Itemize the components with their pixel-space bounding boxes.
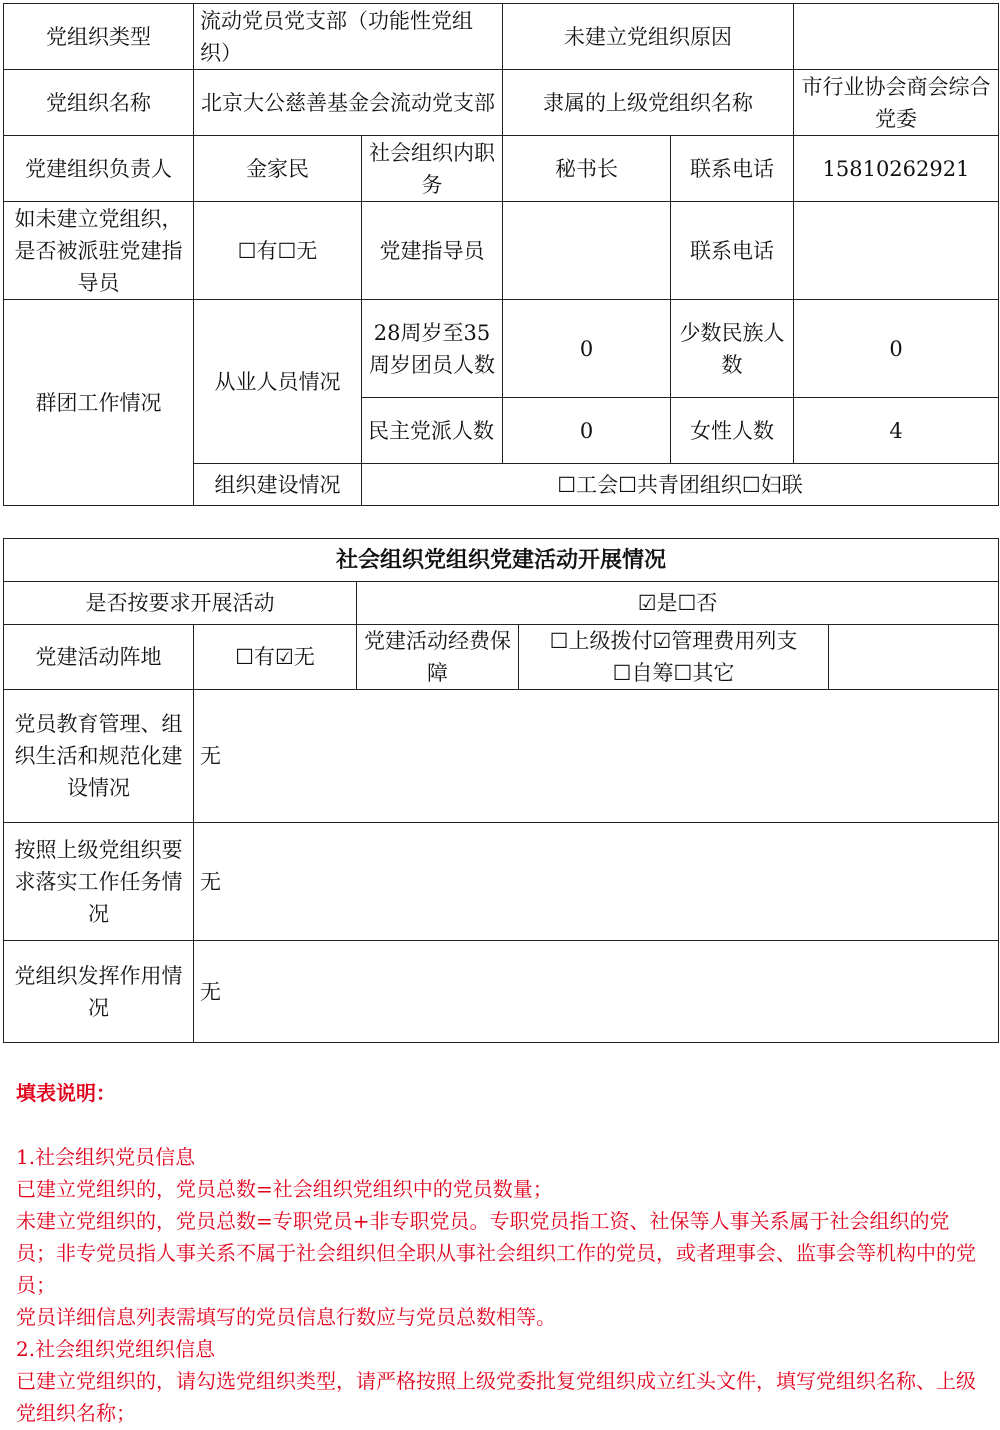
youth-label: 28周岁至35周岁团员人数 (362, 300, 503, 398)
youth-value: 0 (503, 300, 671, 398)
education-label: 党员教育管理、组织生活和规范化建设情况 (4, 690, 194, 823)
instruction-line: 已建立党组织的，党员总数=社会组织党组织中的党员数量； (16, 1177, 553, 1201)
org-name-label: 党组织名称 (4, 70, 194, 136)
female-label: 女性人数 (671, 398, 794, 464)
activities-choice[interactable]: ☑是☐否 (357, 582, 999, 625)
org-building-value[interactable]: ☐工会☐共青团组织☐妇联 (362, 464, 999, 506)
funding-choice-line1: ☐上级拨付☑管理费用列支 (549, 629, 798, 653)
education-value: 无 (194, 690, 999, 823)
venue-label: 党建活动阵地 (4, 625, 194, 690)
funding-choice-line2: ☐自筹☐其它 (612, 661, 735, 685)
female-value: 4 (794, 398, 999, 464)
minority-value: 0 (794, 300, 999, 398)
democratic-party-value: 0 (503, 398, 671, 464)
tasks-label: 按照上级党组织要求落实工作任务情况 (4, 823, 194, 941)
instruction-line: 党员详细信息列表需填写的党员信息行数应与党员总数相等。 (16, 1305, 556, 1329)
internal-position-value: 秘书长 (503, 136, 671, 202)
role-value: 无 (194, 941, 999, 1043)
tasks-value: 无 (194, 823, 999, 941)
leader-label: 党建组织负责人 (4, 136, 194, 202)
org-info-table (3, 3, 999, 506)
superior-org-label: 隶属的上级党组织名称 (503, 70, 794, 136)
instructor-phone-value (794, 202, 999, 300)
funding-choice[interactable] (519, 625, 829, 690)
instructor-question: 如未建立党组织，是否被派驻党建指导员 (4, 202, 194, 300)
leader-value: 金家民 (194, 136, 362, 202)
group-work-label: 群团工作情况 (4, 300, 194, 506)
instructor-value (503, 202, 671, 300)
instructor-phone-label: 联系电话 (671, 202, 794, 300)
democratic-party-label: 民主党派人数 (362, 398, 503, 464)
instruction-line: 1.社会组织党员信息 (16, 1145, 196, 1169)
superior-org-value: 市行业协会商会综合党委 (794, 70, 999, 136)
funding-label: 党建活动经费保障 (357, 625, 519, 690)
instructor-choice[interactable]: ☐有☐无 (194, 202, 362, 300)
phone-value: 15810262921 (794, 136, 999, 202)
org-building-label: 组织建设情况 (194, 464, 362, 506)
activities-table (3, 538, 999, 1043)
instructions-heading: 填表说明： (16, 1081, 116, 1105)
instructor-label: 党建指导员 (362, 202, 503, 300)
funding-extra (829, 625, 999, 690)
venue-choice[interactable]: ☐有☑无 (194, 625, 357, 690)
org-type-value: 流动党员党支部（功能性党组织） (194, 4, 503, 70)
role-label: 党组织发挥作用情况 (4, 941, 194, 1043)
not-established-reason-label: 未建立党组织原因 (503, 4, 794, 70)
minority-label: 少数民族人数 (671, 300, 794, 398)
not-established-reason-value (794, 4, 999, 70)
activities-title: 社会组织党组织党建活动开展情况 (4, 539, 999, 582)
staff-label: 从业人员情况 (194, 300, 362, 464)
internal-position-label: 社会组织内职务 (362, 136, 503, 202)
org-type-label: 党组织类型 (4, 4, 194, 70)
org-name-value: 北京大公慈善基金会流动党支部 (194, 70, 503, 136)
instruction-line: 已建立党组织的，请勾选党组织类型，请严格按照上级党委批复党组织成立红头文件，填写党组织名称、上级党组织名称； (16, 1369, 976, 1425)
form-instructions (16, 1077, 976, 1429)
instruction-line: 未建立党组织的，党员总数=专职党员+非专职党员。专职党员指工资、社保等人事关系属于社会组织的党员；非专党员指人事关系不属于社会组织但全职从事社会组织工作的党员，或者理事会、监事会等机构中的党员； (16, 1209, 976, 1297)
instruction-line: 2.社会组织党组织信息 (16, 1337, 216, 1361)
phone-label: 联系电话 (671, 136, 794, 202)
activities-label: 是否按要求开展活动 (4, 582, 357, 625)
